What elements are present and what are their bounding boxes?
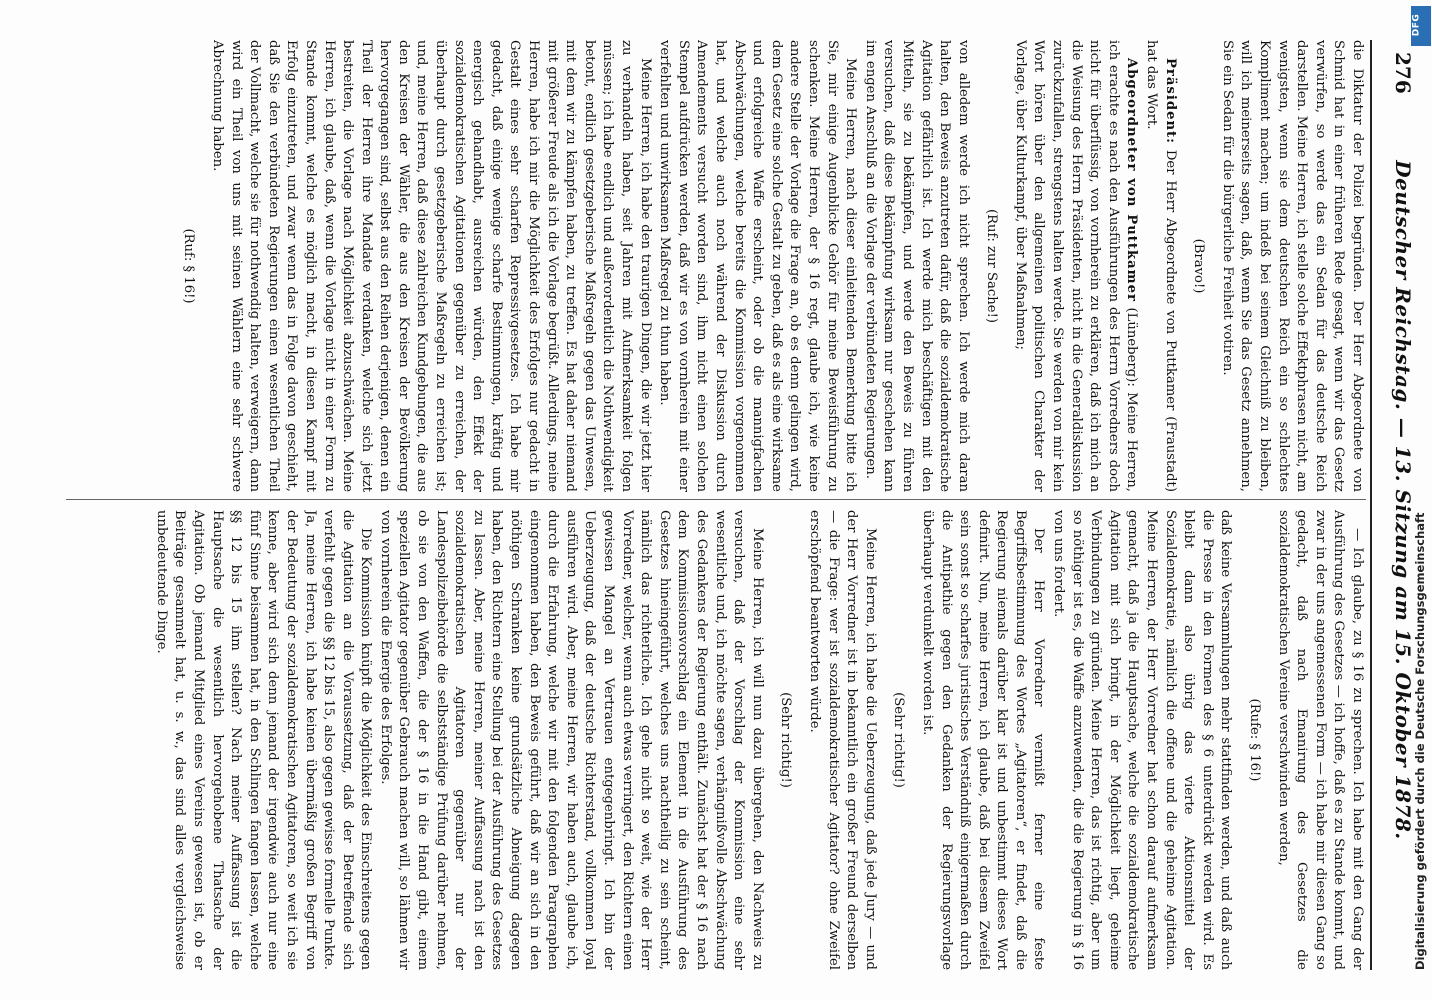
right-column [46,510,1366,970]
column-divider [66,499,1366,500]
interjection: (Rufe: § 16!) [1247,698,1263,782]
paragraph: von alledem werde ich nicht sprechen. Ich werde mich daran halten, den Beweis anzutreten dafür, daß die sozialdemokratische Agitation gefährlich ist. Ich werde mich beschäftigen mit den Mitteln, sie zu bekämpfen, und werde den Beweis zu führen versuchen, daß diese Bekämpfung wirksam nur geschehen kann im engen Anschluß an die Vorlage der verbündeten Regierungen. [862,40,971,492]
paragraph: — Ich glaube, zu § 16 zu sprechen. Ich habe mit den Gang der Ausführung des Gesetzes — ich hoffe, daß es zu Stande kommt, und zwar in der uns angemessenen Form — ich habe mir diesen Gang so gedacht, daß nach Emanirung des Gesetzes die sozialdemokratischen Vereine verschwinden werden, [1275,510,1365,970]
page-title: Deutscher Reichstag. — 13. Sitzung am 15. Oktober 1878. [1391,160,1415,840]
dfg-logo [1411,6,1431,46]
paragraph [1010,40,1140,492]
header-rule [1370,40,1372,970]
interjection: (Ruf: zur Sache!) [984,208,1000,324]
paragraph: Der Herr Vorredner vermißt ferner eine feste Begriffsbestimmung des Wortes „Agitatoren“, er findet, daß die Regierung niemals darüber klar ist und unbestimmt dieses Wort definirt. Nun, meine Herren, ich glaube, daß bei diesem Zweifel sein sonst so scharfes juristisches Verständniß einigermaßen durch die Antipathie gegen den Gedanken der Regierungsvorlage überhaupt verdunkelt worden ist. [919,510,1047,970]
paragraph-text: (Lüneberg): Meine Herren, ich erachte es nach den Ausführungen des Herrn Vorredners doch nicht für überflüssig, von vornherein zu erklären, daß ich mich an die Weisung des Herrn Präsidenten, nicht in die Generaldiskussion zurückzufallen, strengstens halten werde. Sie werden von mir kein Wort hören über den allgemeinen politischen Charakter der Vorlage, über Kulturkampf, über Maßnahmen; [1012,40,1140,492]
page-number: 276 [1391,52,1415,94]
paragraph: Die Kommission knüpft die Möglichkeit des Einschreitens gegen die Agitation an die Voraussetzung, daß der Betreffende sich verfehlt gegen die §§ 12 bis 15, also gegen gewisse formelle Punkte. Ja, meine Herren, ich habe keinen übermäßig großen Begriff von der Bedeutung der sozialdemokratischen Agitatoren, so weit ich sie kenne, aber wird sich denn jemand der irgendwie auch nur eine fünf Sinne beisammen hat, in den Schlingen fangen lassen, welche §§ 12 bis 15 ihm stellen? Nach meiner Auffassung ist die Hauptsache die wesentlich hervorgehobene Thatsache der Agitation. Ob jemand Mitglied eines Vereins gewesen ist, ob er Beiträge gesammelt hat, u. s. w., das sind alles vergleichsweise unbedeutende Dinge. [153,510,374,970]
credit-text: Digitalisierung gefördert durch die Deutsche Forschungsgemeinschaft [1413,512,1427,970]
paragraph: daß keine Versammlungen mehr stattfinden werden, und daß auch die Presse in den Formen des § 6 unterdrückt werden wird. Es bleibt dann also übrig das vierte Aktionsmittel der Sozialdemokratie, nämlich die offene und die geheime Agitation. Meine Herren, der Herr Vorredner hat schon darauf aufmerksam gemacht, daß ja die Hauptsache, welche die sozialdemokratische Agitation mit sich bringt, in der Möglichkeit liegt, geheime Verbindungen zu gründen. Meine Herren, das ist richtig, aber um so nöthiger ist es, die Waffe anzuwenden, die die Regierung in § 16 von uns fordert. [1051,510,1234,970]
speaker-label: Abgeordneter von Puttkamer [1124,58,1140,302]
paragraph [1141,40,1178,492]
interjection: (Ruf: § 16!) [181,228,197,304]
paragraph: die Diktatur der Polizei begründen. Der Herr Abgeordnete von Schmid hat in einer früheren Rede gesagt, wenn wir das Gesetz verwürfen, so werde das ein Sedan für das deutsche Reich darstellen. Meine Herren, ich stelle solche Effektphrasen nicht, am wenigsten, wenn sie dem deutschen Reich ein so schlechtes Kompliment machen; um indeß bei seinem Gleichniß zu bleiben, will ich meinerseits sagen, daß, wenn Sie das Gesetz annehmen, Sie ein Sedan für die bürgerliche Freiheit votiren. [1219,40,1365,492]
speaker-label: Präsident: [1162,58,1178,145]
interjection: (Bravo!) [1191,238,1207,294]
paragraph: Meine Herren, nach dieser einleitenden Bemerkung bitte ich Sie, mir einige Augenblicke Gehör für meine Beweisführung zu schenken. Meine Herren, der § 16 regt, glaube ich, wie keine andere Stelle der Vorlage die Frage an, ob es denn gelingen wird, dem Gesetz eine solche Gestalt zu geben, daß es als eine wirksame und erfolgreiche Waffe erscheint, oder ob die mannigfachen Abschwächungen, welche bereits die Kommission vorgenommen hat, und welche auch noch während der Diskussion durch Amendements versucht worden sind, ihm nicht einen solchen Stempel aufdrücken werden, daß wir es von vornherein mit einer verfehlten und unwirksamen Maßregel zu thun haben. [657,40,859,492]
paragraph: Meine Herren, ich will nun dazu übergehen, den Nachweis zu versuchen, daß der Vorschlag der Kommission eine sehr wesentliche und, ich möchte sagen, verhängnißvolle Abschwächung des Gedankens der Regierung enthält. Zunächst hat der § 16 nach dem Kommissionsvorschlag ein Element in die Ausführung des Gesetzes hineingeführt, welches uns nachtheilig zu sein scheint, nämlich das richterliche. Ich gehe nicht so weit, wie der Herr Vorredner, welcher, wenn auch etwas verringert, den Richtern einen gewissen Mangel an Vertrauen entgegenbringt. Ich bin der Ueberzeugung, daß der deutsche Richterstand, vollkommen loyal ausführen wird. Aber, meine Herren, wir haben auch, glaube ich, durch die Erfahrung, welche wir mit den folgenden Paragraphen eingenommen haben, den Beweis geführt, daß wir an sich in den nöthigen Schranken keine grundsätzliche Abneigung dagegen haben, den Richtern eine Stellung bei der Ausführung des Gesetzes zu lassen. Aber, meine Herren, meiner Auffassung nach ist den sozialdemokratischen Agitatoren gegenüber nur der Landespolizeibehörde die selbstständige Prüfung darüber nehmen, ob sie von den Waffen, die der § 16 in die Hand gibt, einem speziellen Agitator gegenüber Gebrauch machen will, so lähmen wir von vornherein die Energie des Erfolges. [377,510,765,970]
logo-text: DFG [1411,13,1422,37]
interjection: (Sehr richtig!) [891,692,907,788]
paragraph-text: Der Herr Abgeordnete von Puttkamer (Fraustadt) hat das Wort. [1144,40,1178,492]
digitization-credit [1410,110,1432,990]
interjection: (Sehr richtig!) [778,692,794,788]
paragraph: Meine Herren, ich habe die Ueberzeugung, daß jede Jury — und der Herr Vorredner ist in bekanntlich ein großer Freund derselben — die Frage: wer ist sozialdemokratischer Agitator? ohne Zweifel erschöpfend beantworten würde. [806,510,878,970]
left-column [46,40,1366,492]
paragraph: Meine Herren, ich habe den traurigen Dingen, die wir jetzt hier zu verhandeln haben, seit Jahren mit Aufmerksamkeit folgen müssen; ich habe endlich und außerordentlich die Nothwendigkeit betont, endlich gesetzgeberische Maßregeln gegen das Unwesen, mit dem wir zu kämpfen haben, zu treffen. Es hat daher niemand mit größerer Freude als ich die Vorlage begrüßt. Allerdings, meine Herren, habe ich mir die Möglichkeit des Erfolges nur gedacht in Gestalt eines sehr scharfen Repressivgesetzes. Ich habe mir gedacht, daß einige wenige scharfe Bestimmungen, kräftig und energisch gehandhabt, ausreichen würden, den Effekt der sozialdemokratischen Agitationen gegenüber zu erreichen, der überhaupt durch gesetzgeberische Maßregeln zu erreichen ist; und, meine Herren, daß diese zahlreichen Kundgebungen, die aus den Kreisen der Wähler, die aus den Kreisen der Bevölkerung hervorgegangen sind, selbst aus den Reihen derjenigen, denen ein Theil der Herren ihre Mandate verdanken, welche sich jetzt bestreiten, die Vorlage nach Möglichkeit abzuschwächen. Meine Herren, ich glaube, daß, wenn die Vorlage nicht in einer Form zu Stande kommt, welche es möglich macht, in diesen Kampf mit Erfolg einzutreten, und zwar wenn das in Folge davon geschieht, daß Sie den verbündeten Regierungen einen wesentlichen Theil der Vollmacht, welche sie für nothwendig halten, verweigern, dann wird ein Theil von uns mit seinen Wählern eine sehr schwere Abrechnung haben. [209,40,653,492]
